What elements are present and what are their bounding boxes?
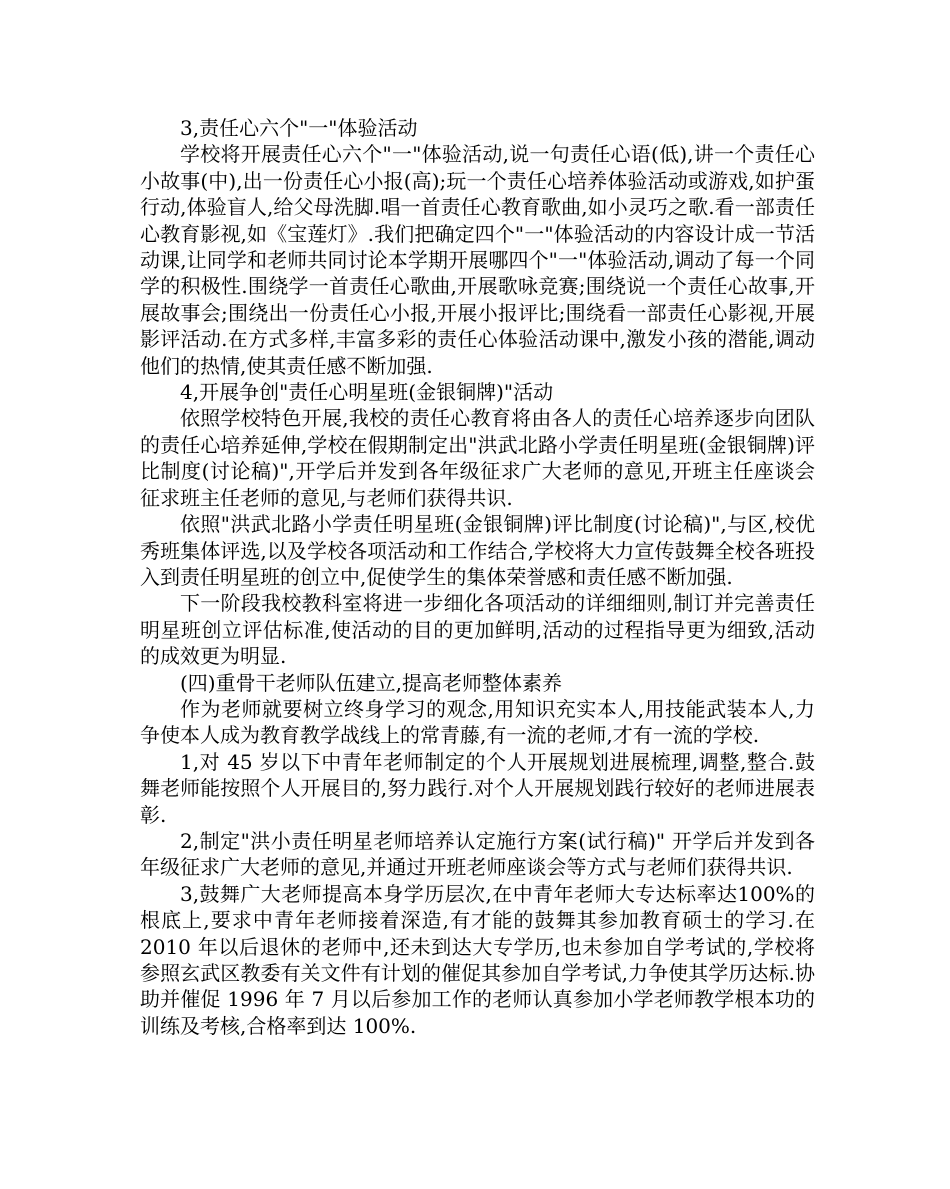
paragraph: 依照"洪武北路小学责任明星班(金银铜牌)评比制度(讨论稿)",与区,校优秀班集体评选,以及学校各项活动和工作结合,学校将大力宣传鼓舞全校各班投入到责任明星班的创立中,促使学生的集体荣誉感和责任感不断加强. — [140, 512, 815, 589]
list-item-3: 3,鼓舞广大老师提高本身学历层次,在中青年老师大专达标率达100%的根底上,要求中青年老师接着深造,有才能的鼓舞其参加教育硕士的学习.在 2010 年以后退休的老师中,还未到达大专学历,也未参加自学考试的,学校将参照玄武区教委有关文件有计划的催促其参加自学考试,力争使其学历达标.协助并催促 1996 年 7 月以后参加工作的老师认真参加小学老师教学根本功的训练及考核,合格率到达 100%. — [140, 881, 815, 1038]
section-heading-si: (四)重骨干老师队伍建立,提高老师整体素养 — [180, 670, 562, 695]
paragraph: 依照学校特色开展,我校的责任心教育将由各人的责任心培养逐步向团队的责任心培养延伸,学校在假期制定出"洪武北路小学责任明星班(金银铜牌)评比制度(讨论稿)",开学后并发到各年级征求广大老师的意见,开班主任座谈会征求班主任老师的意见,与老师们获得共识. — [140, 406, 815, 510]
paragraph: 学校将开展责任心六个"一"体验活动,说一句责任心语(低),讲一个责任心小故事(中),出一份责任心小报(高);玩一个责任心培养体验活动或游戏,如护蛋行动,体验盲人,给父母洗脚.唱一首责任心教育歌曲,如小灵巧之歌.看一部责任心教育影视,如《宝莲灯》.我们把确定四个"一"体验活动的内容设计成一节活动课,让同学和老师共同讨论本学期开展哪四个"一"体验活动,调动了每一个同学的积极性.围绕学一首责任心歌曲,开展歌咏竞赛;围绕说一个责任心故事,开展故事会;围绕出一份责任心小报,开展小报评比;围绕看一部责任心影视,开展影评活动.在方式多样,丰富多彩的责任心体验活动课中,激发小孩的潜能,调动他们的热情,使其责任感不断加强. — [140, 142, 815, 378]
section-heading-3: 3,责任心六个"一"体验活动 — [180, 116, 418, 140]
list-item-2: 2,制定"洪小责任明星老师培养认定施行方案(试行稿)" 开学后并发到各年级征求广大老师的意见,并通过开班老师座谈会等方式与老师们获得共识. — [140, 828, 815, 880]
document-body — [140, 115, 815, 1039]
paragraph: 作为老师就要树立终身学习的观念,用知识充实本人,用技能武装本人,力争使本人成为教育教学战线上的常青藤,有一流的老师,才有一流的学校. — [140, 696, 815, 748]
list-item-1: 1,对 45 岁以下中青年老师制定的个人开展规划进展梳理,调整,整合.鼓舞老师能按照个人开展目的,努力践行.对个人开展规划践行较好的老师进展表彰. — [140, 749, 815, 827]
paragraph: 下一阶段我校教科室将进一步细化各项活动的详细细则,制订并完善责任明星班创立评估标准,使活动的目的更加鲜明,活动的过程指导更为细致,活动的成效更为明显. — [140, 591, 815, 669]
section-heading-4: 4,开展争创"责任心明星班(金银铜牌)"活动 — [180, 380, 554, 405]
